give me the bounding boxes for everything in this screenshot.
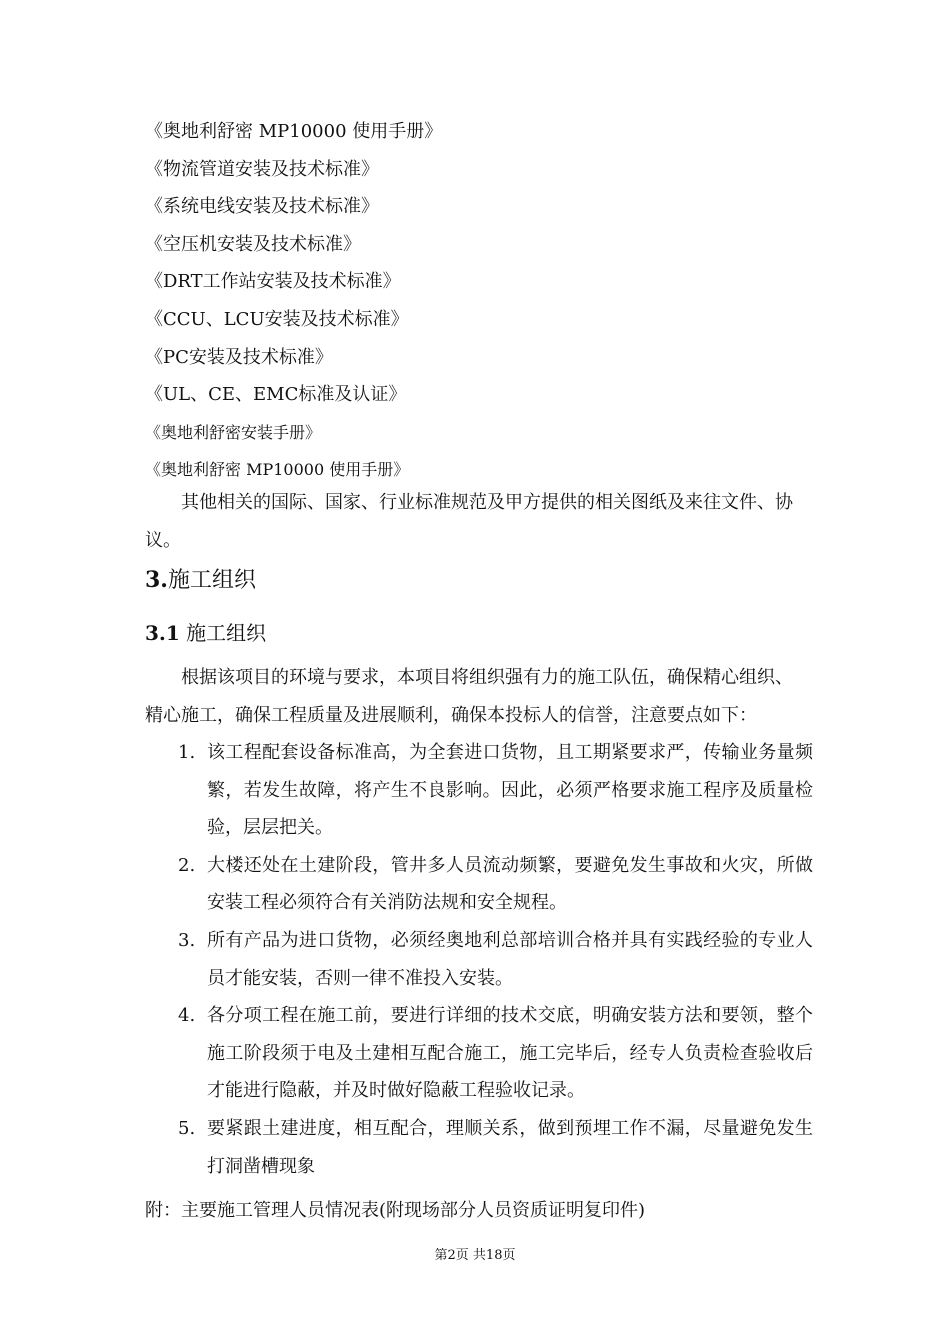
list-marker: 4. — [178, 1005, 196, 1027]
list-item — [178, 847, 813, 922]
section-number: 3. — [145, 567, 168, 593]
list-marker: 1. — [178, 742, 196, 763]
list-item — [178, 997, 813, 1110]
key-points-list — [178, 734, 813, 1185]
intro-paragraph: 根据该项目的环境与要求，本项目将组织强有力的施工队伍，确保精心组织、精心施工，确保工程质量及进展顺利，确保本投标人的信誉，注意要点如下： — [145, 667, 793, 726]
list-item — [178, 1110, 813, 1185]
subsection-number: 3.1 — [145, 621, 180, 645]
list-item-text: 所有产品为进口货物，必须经奥地利总部培训合格并具有实践经验的专业人员才能安装，否则一律不准投入安装。 — [207, 929, 813, 989]
list-item-text: 要紧跟土建进度，相互配合，理顺关系，做到预埋工作不漏，尽量避免发生打洞凿槽现象 — [207, 1117, 813, 1177]
reference-item: 《PC安装及技术标准》 — [145, 346, 333, 368]
reference-item: 《UL、CE、EMC标准及认证》 — [145, 384, 407, 406]
section-heading — [145, 565, 256, 596]
list-item — [178, 922, 813, 997]
list-item — [178, 734, 813, 847]
section-title: 施工组织 — [167, 568, 256, 593]
list-item-text: 该工程配套设备标准高，为全套进口货物，且工期紧要求严，传输业务量频繁，若发生故障，将产生不良影响。因此，必须严格要求施工程序及质量检验，层层把关。 — [207, 742, 813, 839]
reference-item: 《系统电线安装及技术标准》 — [145, 196, 379, 218]
reference-item: 《奥地利舒密 MP10000 使用手册》 — [145, 121, 443, 142]
subsection-heading — [145, 618, 266, 648]
reference-item: 《空压机安装及技术标准》 — [145, 233, 361, 255]
list-item-text: 各分项工程在施工前，要进行详细的技术交底，明确安装方法和要领，整个施工阶段须于电及土建相互配合施工，施工完毕后，经专人负责检查验收后才能进行隐蔽，并及时做好隐蔽工程验收记录。 — [207, 1005, 813, 1102]
reference-item: 《CCU、LCU安装及技术标准》 — [145, 308, 409, 330]
reference-item: 《物流管道安装及技术标准》 — [145, 158, 379, 180]
list-marker: 5. — [178, 1117, 196, 1139]
reference-list — [145, 113, 825, 489]
list-item-text: 大楼还处在土建阶段，管井多人员流动频繁，要避免发生事故和火灾，所做安装工程必须符合有关消防法规和安全规程。 — [207, 854, 813, 914]
subsection-title: 施工组织 — [186, 621, 267, 645]
other-documents-paragraph: 其他相关的国际、国家、行业标准规范及甲方提供的相关图纸及来往文件、协议。 — [145, 492, 793, 551]
reference-item: 《奥地利舒密 MP10000 使用手册》 — [145, 460, 410, 480]
appendix-note: 附：主要施工管理人员情况表(附现场部分人员资质证明复印件) — [145, 1200, 646, 1221]
list-marker: 3. — [178, 929, 196, 951]
reference-item: 《奥地利舒密安装手册》 — [145, 422, 322, 442]
list-marker: 2. — [178, 854, 196, 876]
reference-item: 《DRT工作站安装及技术标准》 — [145, 271, 401, 293]
page-footer: 第2页 共18页 — [434, 1248, 516, 1263]
